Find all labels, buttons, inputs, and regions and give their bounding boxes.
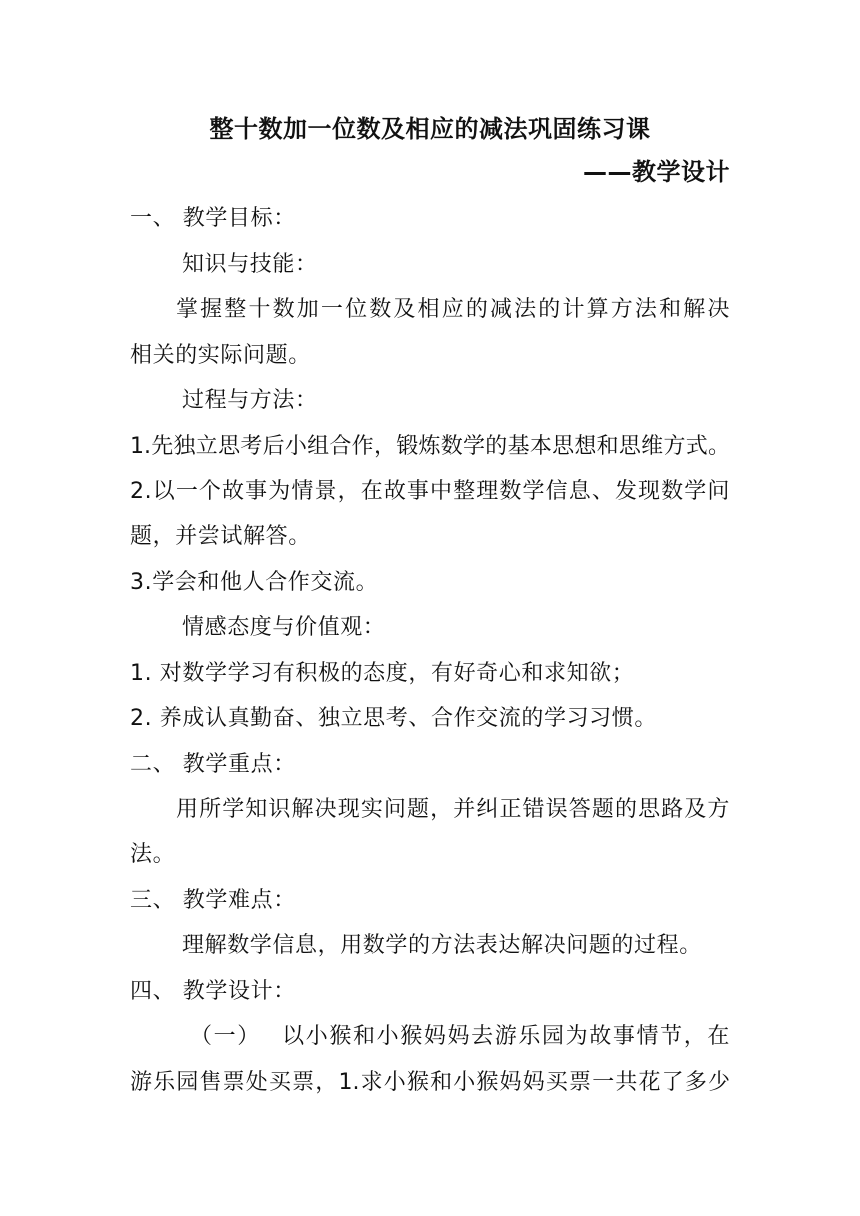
paragraph-line: 掌握整十数加一位数及相应的减法的计算方法和解决 [176,297,730,322]
paragraph-line: 相关的实际问题。 [130,343,311,368]
paragraph-line: （一） 以小猴和小猴妈妈去游乐园为故事情节，在 [190,1024,730,1049]
section-heading-difficulties: 三、 教学难点： [130,888,296,913]
paragraph-line: 用所学知识解决现实问题，并纠正错误答题的思路及方 [176,797,730,822]
subheading-knowledge: 知识与技能： [182,252,318,277]
list-item: 2.以一个故事为情景，在故事中整理数学信息、发现数学问 [130,479,730,504]
doc-subtitle: ——教学设计 [583,158,730,186]
doc-title: 整十数加一位数及相应的减法巩固练习课 [209,115,651,143]
list-item: 1. 对数学学习有积极的态度，有好奇心和求知欲； [130,661,635,686]
list-item: 2. 养成认真勤奋、独立思考、合作交流的学习习惯。 [130,706,657,731]
subheading-attitude: 情感态度与价值观： [182,615,386,640]
paragraph-line: 法。 [130,842,176,867]
paragraph-line: 理解数学信息，用数学的方法表达解决问题的过程。 [182,933,702,958]
section-heading-objectives: 一、 教学目标： [130,206,296,231]
paragraph-line: 题，并尝试解答。 [130,524,311,549]
paragraph-line: 游乐园售票处买票，1.求小猴和小猴妈妈买票一共花了多少 [130,1070,730,1095]
subheading-process: 过程与方法： [182,388,318,413]
section-heading-key-points: 二、 教学重点： [130,752,296,777]
section-heading-design: 四、 教学设计： [130,979,296,1004]
list-item: 1.先独立思考后小组合作，锻炼数学的基本思想和思维方式。 [130,434,730,459]
list-item: 3.学会和他人合作交流。 [130,570,379,595]
